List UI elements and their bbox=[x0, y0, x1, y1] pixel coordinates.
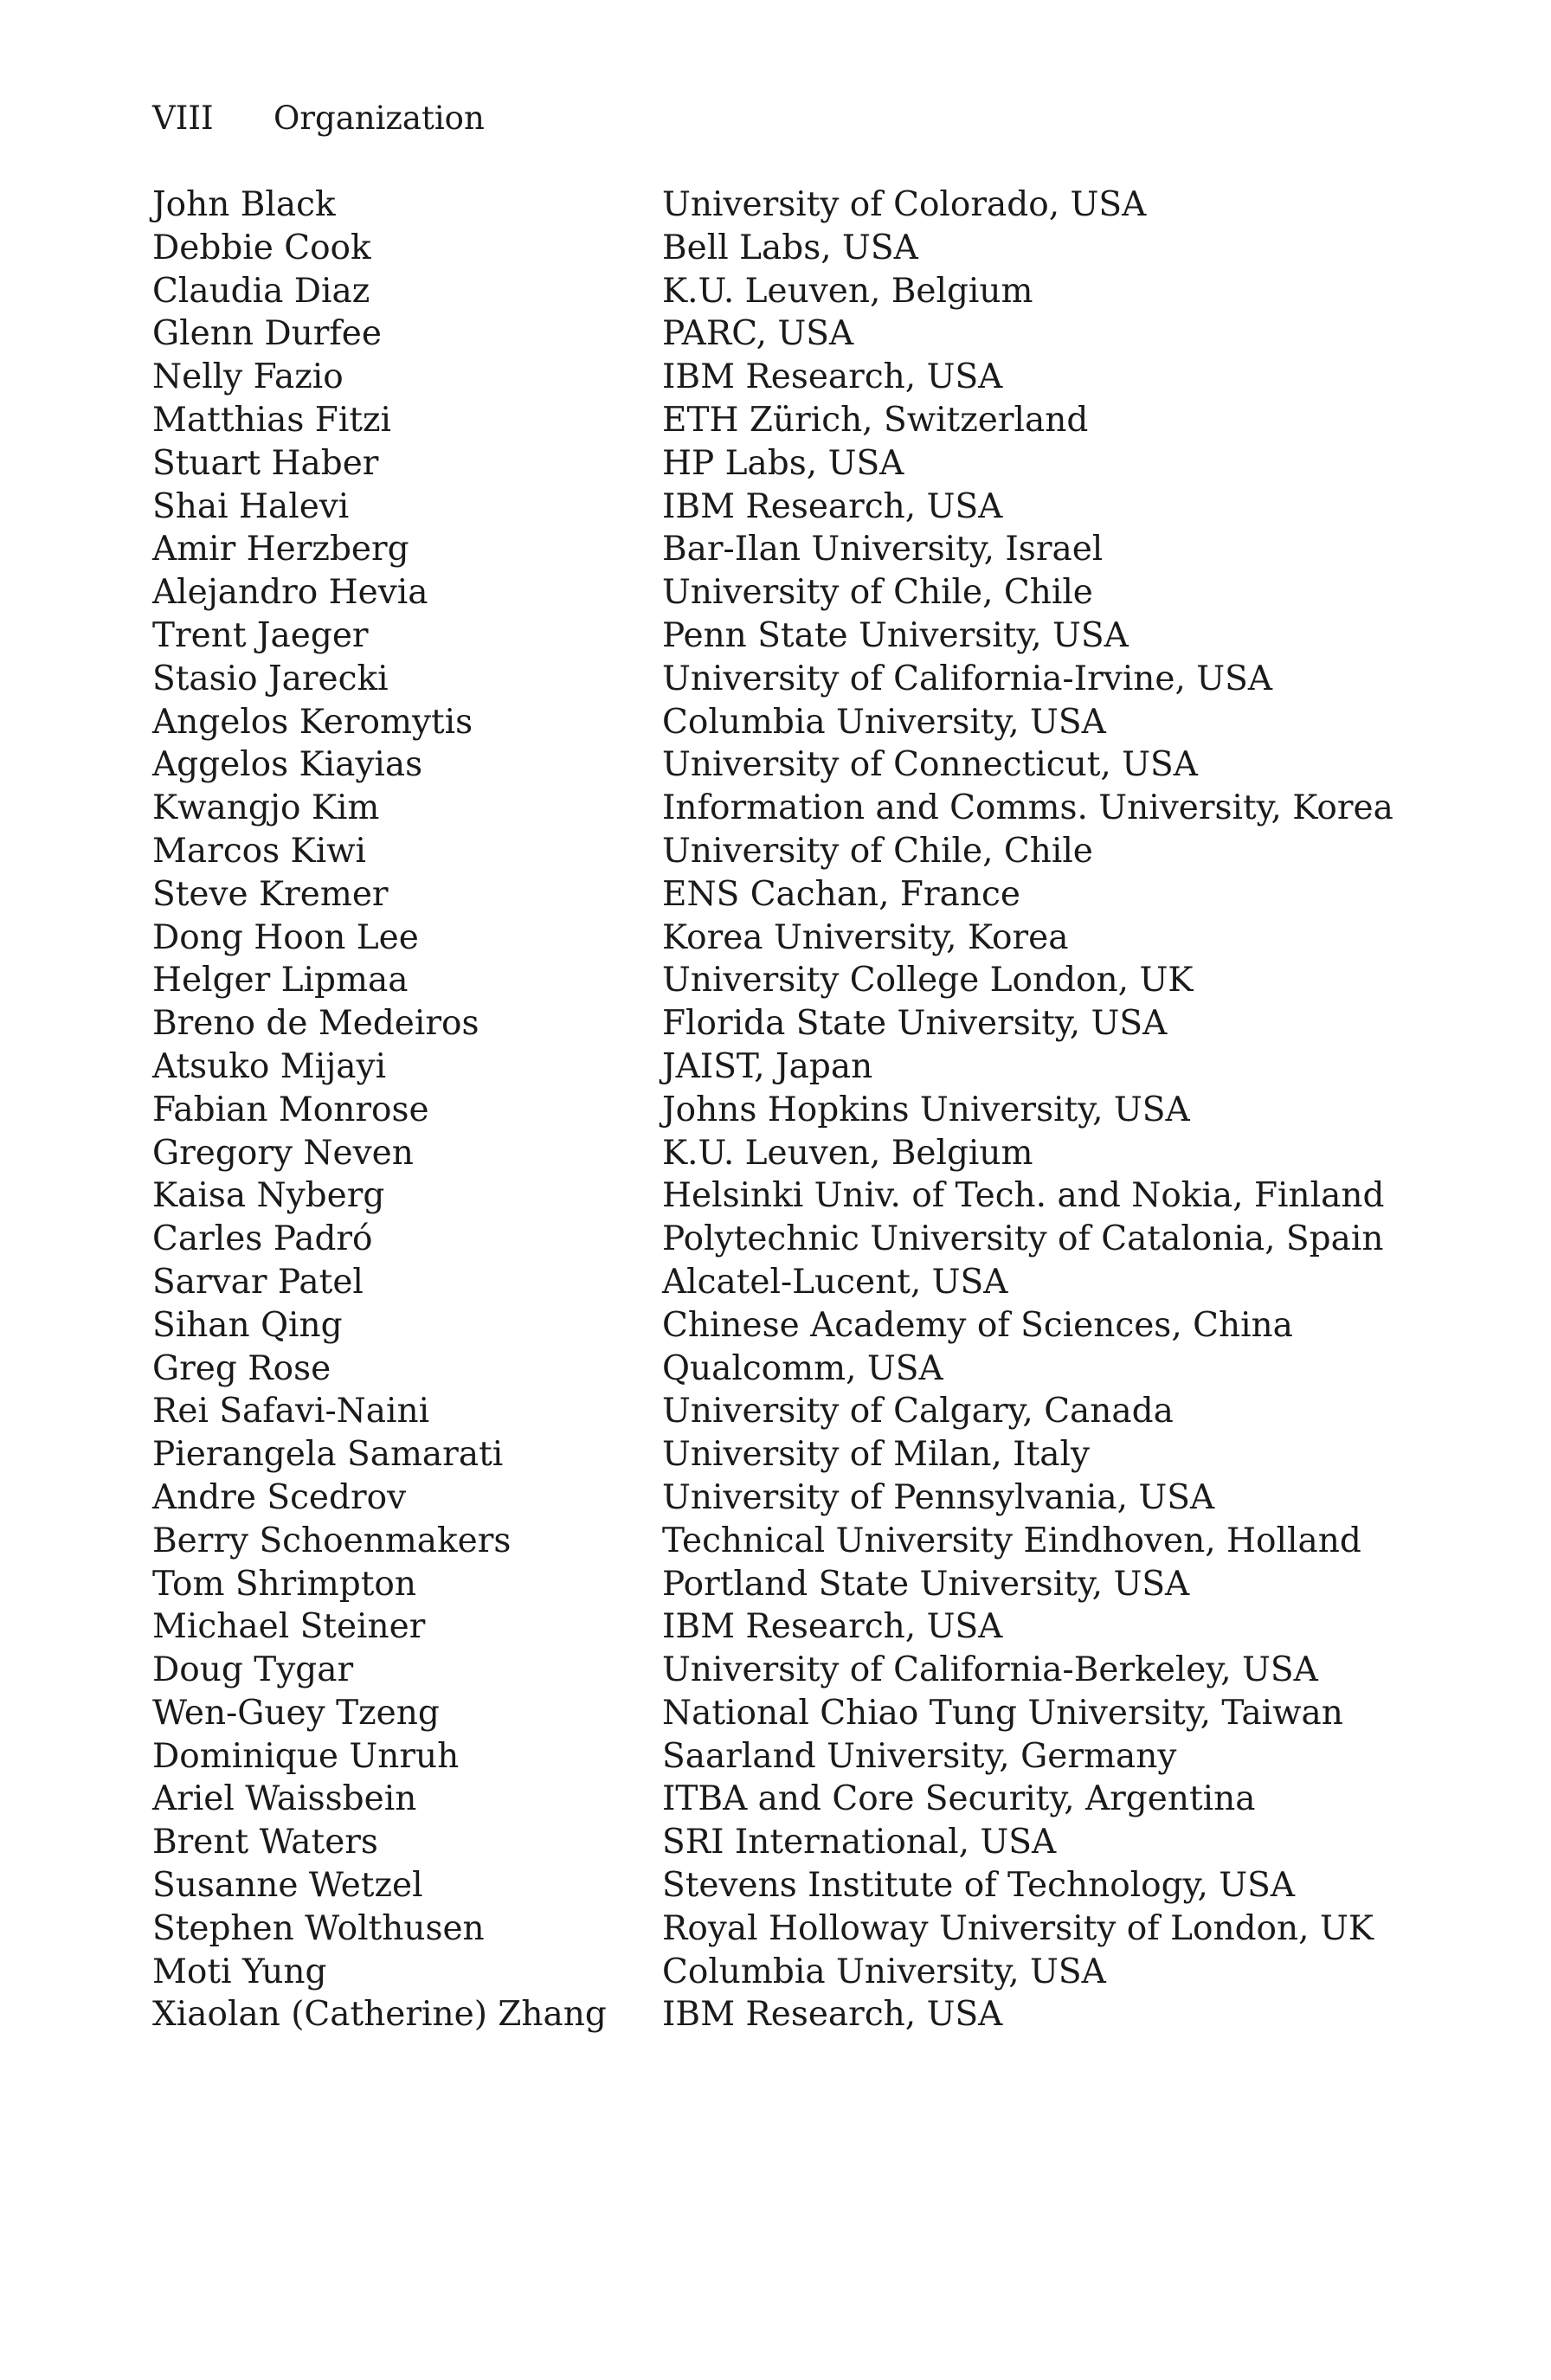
member-name: Breno de Medeiros bbox=[152, 1004, 479, 1044]
member-name: Moti Yung bbox=[152, 1952, 327, 1991]
member-name: Sarvar Patel bbox=[152, 1262, 364, 1302]
member-name: Pierangela Samarati bbox=[152, 1435, 504, 1475]
member-name: John Black bbox=[152, 185, 336, 224]
member-affiliation: Information and Comms. University, Korea bbox=[662, 788, 1393, 828]
page-number: VIII bbox=[152, 100, 214, 137]
member-affiliation: ITBA and Core Security, Argentina bbox=[662, 1779, 1256, 1819]
member-affiliation: University of California-Irvine, USA bbox=[662, 659, 1273, 698]
member-name: Xiaolan (Catherine) Zhang bbox=[152, 1995, 607, 2035]
member-affiliation: Qualcomm, USA bbox=[662, 1348, 943, 1388]
member-affiliation: Saarland University, Germany bbox=[662, 1736, 1177, 1776]
member-name: Trent Jaeger bbox=[152, 615, 369, 655]
section-title: Organization bbox=[274, 100, 485, 137]
member-affiliation: University College London, UK bbox=[662, 961, 1194, 1000]
member-affiliation: University of Chile, Chile bbox=[662, 831, 1093, 871]
member-name: Kaisa Nyberg bbox=[152, 1176, 385, 1216]
member-affiliation: Polytechnic University of Catalonia, Spain bbox=[662, 1219, 1384, 1259]
member-name: Fabian Monrose bbox=[152, 1090, 429, 1129]
member-affiliation: Korea University, Korea bbox=[662, 917, 1069, 957]
member-affiliation: Chinese Academy of Sciences, China bbox=[662, 1305, 1293, 1345]
member-name: Tom Shrimpton bbox=[152, 1564, 417, 1604]
member-name: Matthias Fitzi bbox=[152, 400, 392, 440]
member-name: Angelos Keromytis bbox=[152, 702, 473, 742]
member-affiliation: University of Pennsylvania, USA bbox=[662, 1477, 1215, 1517]
member-name: Michael Steiner bbox=[152, 1607, 426, 1647]
member-name: Atsuko Mijayi bbox=[152, 1046, 387, 1086]
member-name: Doug Tygar bbox=[152, 1650, 354, 1690]
member-name: Aggelos Kiayias bbox=[152, 745, 423, 785]
member-affiliation: K.U. Leuven, Belgium bbox=[662, 271, 1033, 311]
member-name: Rei Safavi-Naini bbox=[152, 1392, 430, 1431]
member-affiliation: IBM Research, USA bbox=[662, 486, 1003, 526]
member-affiliation: SRI International, USA bbox=[662, 1823, 1057, 1862]
member-affiliation: Bell Labs, USA bbox=[662, 228, 918, 267]
member-name: Debbie Cook bbox=[152, 228, 371, 267]
member-affiliation: ENS Cachan, France bbox=[662, 874, 1020, 914]
member-affiliation: HP Labs, USA bbox=[662, 443, 904, 483]
member-name: Carles Padró bbox=[152, 1219, 373, 1259]
member-name: Berry Schoenmakers bbox=[152, 1521, 512, 1560]
member-name: Stuart Haber bbox=[152, 443, 379, 483]
member-affiliation: Stevens Institute of Technology, USA bbox=[662, 1866, 1295, 1906]
member-affiliation: Helsinki Univ. of Tech. and Nokia, Finland bbox=[662, 1176, 1385, 1216]
member-affiliation: K.U. Leuven, Belgium bbox=[662, 1133, 1033, 1173]
member-name: Wen-Guey Tzeng bbox=[152, 1693, 440, 1733]
member-affiliation: Florida State University, USA bbox=[662, 1004, 1168, 1044]
member-name: Andre Scedrov bbox=[152, 1477, 407, 1517]
member-name: Glenn Durfee bbox=[152, 314, 382, 354]
member-affiliation: University of Colorado, USA bbox=[662, 185, 1147, 224]
member-affiliation: University of Milan, Italy bbox=[662, 1435, 1090, 1475]
member-name: Dominique Unruh bbox=[152, 1736, 460, 1776]
member-name: Kwangjo Kim bbox=[152, 788, 380, 828]
member-name: Susanne Wetzel bbox=[152, 1866, 423, 1906]
member-affiliation: Columbia University, USA bbox=[662, 1952, 1106, 1991]
member-affiliation: Technical University Eindhoven, Holland bbox=[662, 1521, 1361, 1560]
member-affiliation: Columbia University, USA bbox=[662, 702, 1106, 742]
member-name: Alejandro Hevia bbox=[152, 573, 428, 613]
member-name: Steve Kremer bbox=[152, 874, 389, 914]
member-affiliation: Penn State University, USA bbox=[662, 615, 1129, 655]
member-name: Claudia Diaz bbox=[152, 271, 370, 311]
member-affiliation: IBM Research, USA bbox=[662, 1995, 1003, 2035]
member-affiliation: Bar-Ilan University, Israel bbox=[662, 530, 1104, 569]
member-affiliation: IBM Research, USA bbox=[662, 1607, 1003, 1647]
member-name: Ariel Waissbein bbox=[152, 1779, 417, 1819]
member-affiliation: University of Calgary, Canada bbox=[662, 1392, 1174, 1431]
member-name: Greg Rose bbox=[152, 1348, 331, 1388]
member-affiliation: University of Chile, Chile bbox=[662, 573, 1093, 613]
member-name: Nelly Fazio bbox=[152, 357, 344, 397]
member-affiliation: University of California-Berkeley, USA bbox=[662, 1650, 1318, 1690]
member-affiliation: Royal Holloway University of London, UK bbox=[662, 1908, 1374, 1948]
member-affiliation: JAIST, Japan bbox=[662, 1046, 873, 1086]
member-affiliation: Alcatel-Lucent, USA bbox=[662, 1262, 1008, 1302]
member-name: Marcos Kiwi bbox=[152, 831, 367, 871]
member-name: Gregory Neven bbox=[152, 1133, 414, 1173]
member-affiliation: PARC, USA bbox=[662, 314, 854, 354]
member-affiliation: University of Connecticut, USA bbox=[662, 745, 1198, 785]
member-name: Amir Herzberg bbox=[152, 530, 409, 569]
member-name: Stephen Wolthusen bbox=[152, 1908, 485, 1948]
member-name: Brent Waters bbox=[152, 1823, 378, 1862]
member-affiliation: IBM Research, USA bbox=[662, 357, 1003, 397]
member-name: Shai Halevi bbox=[152, 486, 350, 526]
member-name: Dong Hoon Lee bbox=[152, 917, 419, 957]
member-name: Stasio Jarecki bbox=[152, 659, 389, 698]
member-affiliation: National Chiao Tung University, Taiwan bbox=[662, 1693, 1343, 1733]
member-name: Helger Lipmaa bbox=[152, 961, 409, 1000]
member-affiliation: Johns Hopkins University, USA bbox=[662, 1090, 1190, 1129]
member-affiliation: ETH Zürich, Switzerland bbox=[662, 400, 1089, 440]
member-name: Sihan Qing bbox=[152, 1305, 343, 1345]
member-affiliation: Portland State University, USA bbox=[662, 1564, 1190, 1604]
running-head bbox=[152, 97, 485, 140]
